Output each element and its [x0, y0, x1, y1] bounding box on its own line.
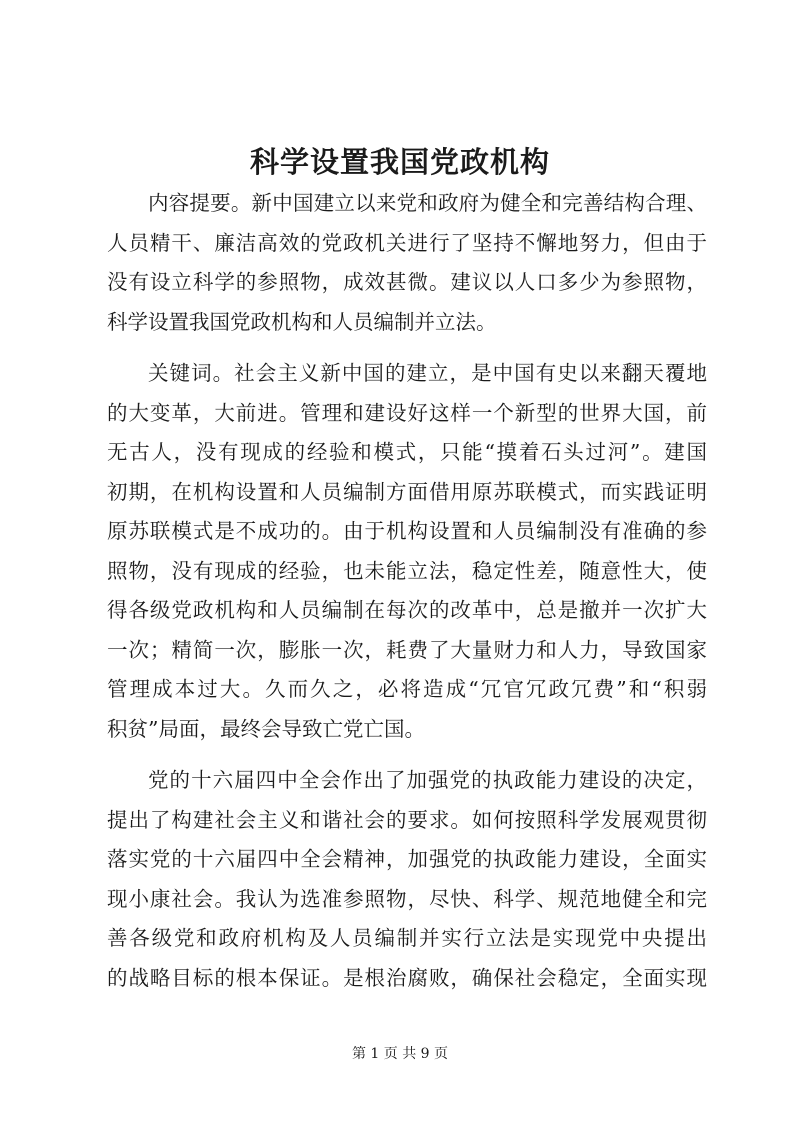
text-line: 照物，没有现成的经验，也未能立法，稳定性差，随意性大，使 — [107, 558, 707, 583]
text-line: 提出了构建社会主义和谐社会的要求。如何按照科学发展观贯彻 — [107, 807, 707, 832]
text-line: 落实党的十六届四中全会精神，加强党的执政能力建设，全面实 — [107, 847, 707, 871]
text-line: 党的十六届四中全会作出了加强党的执政能力建设的决定， — [148, 768, 707, 792]
document-title: 科学设置我国党政机构 — [249, 145, 550, 179]
text-line: 的战略目标的根本保证。是根治腐败，确保社会稳定，全面实现 — [107, 965, 707, 990]
text-line: 得各级党政机构和人员编制在每次的改革中，总是撤并一次扩大 — [107, 598, 707, 622]
text-line: 无古人，没有现成的经验和模式，只能“摸着石头过河”。建国 — [107, 440, 707, 464]
document-body — [107, 184, 707, 998]
text-line: 人员精干、廉洁高效的党政机关进行了坚持不懈地努力，但由于 — [107, 230, 707, 255]
text-line: 积贫”局面，最终会导致亡党亡国。 — [107, 716, 425, 741]
text-line: 善各级党和政府机构及人员编制并实行立法是实现党中央提出 — [107, 926, 707, 950]
text-line: 的大变革，大前进。管理和建设好这样一个新型的世界大国，前 — [107, 400, 707, 425]
text-line: 初期，在机构设置和人员编制方面借用原苏联模式，而实践证明 — [107, 479, 707, 504]
page-footer: 第 1 页 共 9 页 — [351, 1046, 449, 1062]
text-line: 现小康社会。我认为选准参照物，尽快、科学、规范地健全和完 — [107, 886, 707, 911]
text-line: 管理成本过大。久而久之，必将造成“冗官冗政冗费”和“积弱 — [107, 677, 707, 701]
text-line: 关键词。社会主义新中国的建立，是中国有史以来翻天覆地 — [148, 361, 707, 385]
paragraph-body — [107, 761, 707, 998]
paragraph-gap — [107, 342, 707, 354]
text-line: 科学设置我国党政机构和人员编制并立法。 — [107, 309, 497, 334]
paragraph-abstract — [107, 184, 707, 342]
text-line: 一次；精简一次，膨胀一次，耗费了大量财力和人力，导致国家 — [107, 637, 707, 662]
text-line: 原苏联模式是不成功的。由于机构设置和人员编制没有准确的参 — [107, 519, 707, 543]
paragraph-keywords — [107, 354, 707, 749]
text-line: 没有设立科学的参照物，成效甚微。建议以人口多少为参照物， — [107, 270, 707, 294]
text-line: 内容提要。新中国建立以来党和政府为健全和完善结构合理、 — [148, 191, 707, 215]
paragraph-gap — [107, 749, 707, 761]
